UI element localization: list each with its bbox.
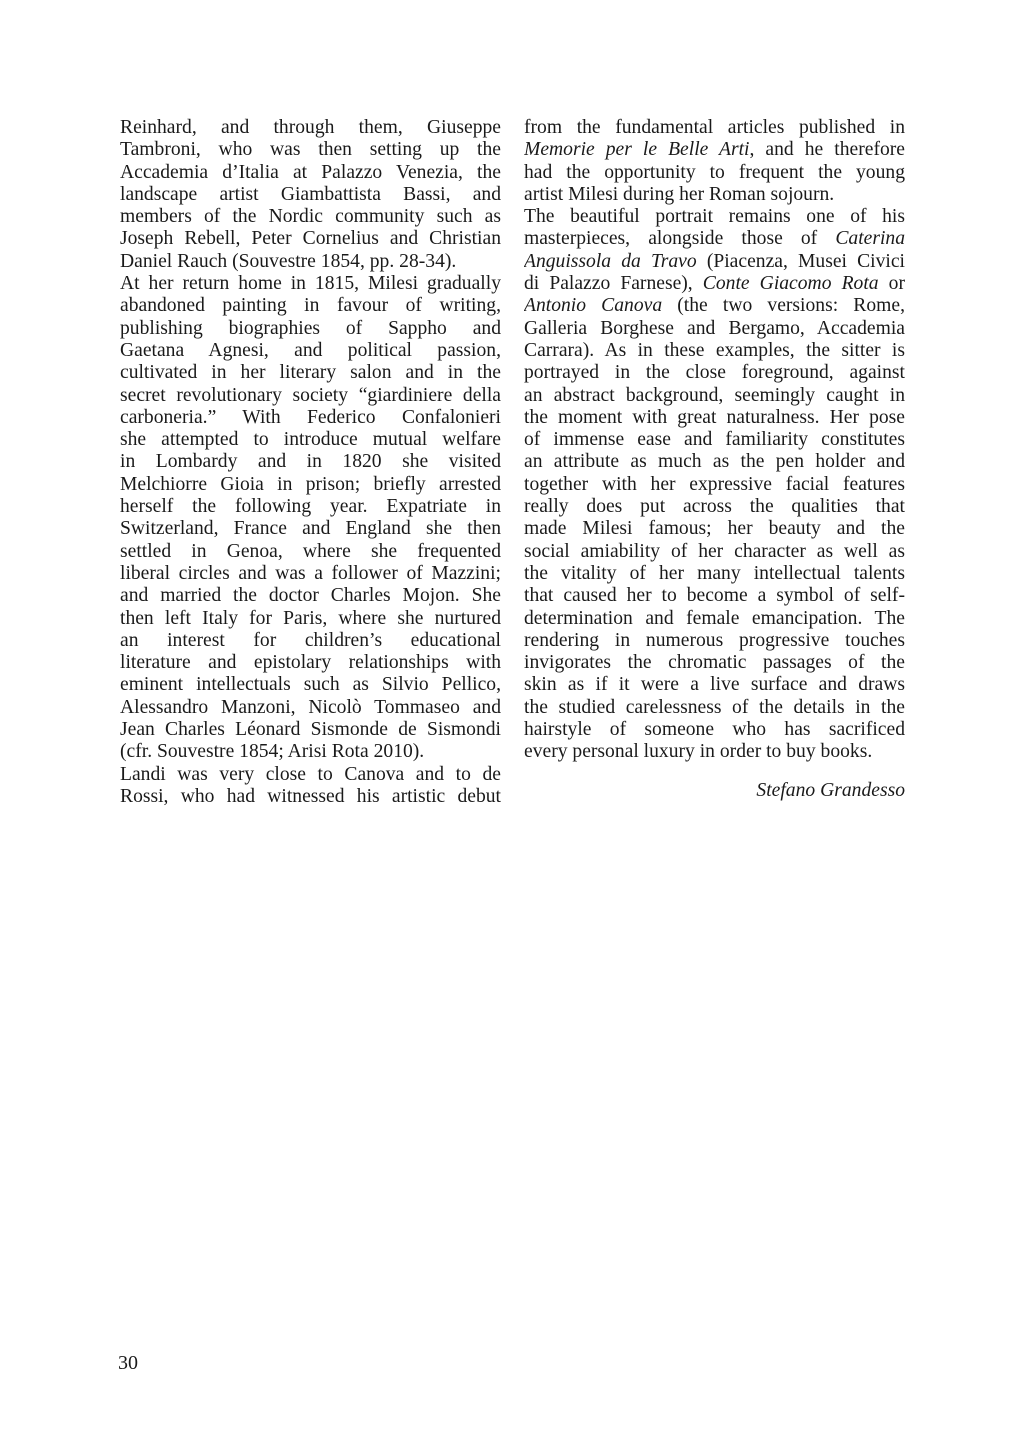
text-segment: rendering in numerous progressive touches [524,629,905,651]
text-line [524,674,905,696]
text-segment: masterpieces, alongside those of [524,228,836,250]
text-line [524,206,905,228]
text-segment: Joseph Rebell, Peter Cornelius and Christian [120,228,501,250]
text-segment: herself the following year. Expatriate in [120,496,501,518]
text-line [524,295,905,317]
text-segment: then left Italy for Paris, where she nurtured [120,607,501,629]
text-segment: Melchiorre Gioia in prison; briefly arrested [120,473,501,495]
text-line [120,206,501,228]
text-line [524,474,905,496]
text-segment: invigorates the chromatic passages of the [524,652,905,674]
text-segment: hairstyle of someone who has sacrificed [524,719,905,741]
italic-title: Antonio Canova [524,295,663,317]
text-segment: (Piacenza, Musei Civici [696,250,905,272]
text-segment: artist Milesi during her Roman sojourn. [524,183,835,205]
text-line [524,228,905,250]
text-segment: Tambroni, who was then setting up the [120,139,501,161]
text-segment: abandoned painting in favour of writing, [120,295,501,317]
italic-title: Conte Giacomo Rota [702,273,879,295]
text-segment: skin as if it were a live surface and draws [524,674,905,696]
text-segment: Gaetana Agnesi, and political passion, [120,339,501,361]
text-segment: literature and epistolary relationships with [120,652,501,674]
text-line [524,429,905,451]
text-line [120,563,501,585]
text-line [524,318,905,340]
text-line [524,563,905,585]
text-segment: Galleria Borghese and Bergamo, Accademia [524,317,905,339]
text-segment: Daniel Rauch (Souvestre 1854, pp. 28-34). [120,250,457,272]
text-line [120,786,501,808]
text-segment: an attribute as much as the pen holder and [524,451,905,473]
text-line [120,362,501,384]
text-segment: the moment with great naturalness. Her pose [524,406,905,428]
text-line [120,474,501,496]
text-segment: Jean Charles Léonard Sismonde de Sismondi [120,719,501,741]
text-segment: di Palazzo Farnese), [524,273,703,295]
text-line [524,407,905,429]
text-line [524,741,905,763]
text-line [524,273,905,295]
text-segment: (the two versions: Rome, [662,295,905,317]
text-line [524,385,905,407]
text-line [120,518,501,540]
right-text-column [524,117,905,802]
text-segment: Switzerland, France and England she then [120,518,501,540]
text-line [120,429,501,451]
text-line [120,741,501,763]
text-line [524,184,905,206]
text-segment: an abstract background, seemingly caught in [524,384,905,406]
text-segment: The beautiful portrait remains one of his [524,206,905,228]
text-line [120,139,501,161]
text-segment: determination and female emancipation. The [524,607,905,629]
text-segment: made Milesi famous; her beauty and the [524,518,905,540]
text-line [120,162,501,184]
text-segment: members of the Nordic community such as [120,206,501,228]
text-line [120,608,501,630]
text-segment: the studied carelessness of the details in the [524,696,905,718]
text-line [524,608,905,630]
text-line [524,162,905,184]
text-line [120,117,501,139]
italic-title: Memorie per le Belle Arti [524,139,750,161]
text-line [524,340,905,362]
text-line [524,697,905,719]
text-segment: in Lombardy and in 1820 she visited [120,451,501,473]
text-segment: every personal luxury in order to buy books. [524,741,873,763]
text-segment: or [878,273,905,295]
text-line [120,385,501,407]
text-segment: the vitality of her many intellectual talents [524,562,905,584]
text-segment: eminent intellectuals such as Silvio Pellico, [120,674,501,696]
text-line [524,496,905,518]
text-segment: At her return home in 1815, Milesi gradually [120,273,501,295]
text-segment: had the opportunity to frequent the young [524,161,905,183]
italic-title: Caterina [835,228,905,250]
text-segment: cultivated in her literary salon and in the [120,362,501,384]
text-segment: an interest for children’s educational [120,629,501,651]
text-line [524,652,905,674]
text-line [120,764,501,786]
text-segment: Rossi, who had witnessed his artistic debut [120,785,501,807]
text-segment: Accademia d’Italia at Palazzo Venezia, the [120,161,501,183]
author-signature [524,780,905,802]
text-line [120,295,501,317]
text-line [524,451,905,473]
text-line [524,117,905,139]
text-line [120,273,501,295]
text-segment: landscape artist Giambattista Bassi, and [120,183,501,205]
text-line [120,451,501,473]
text-segment: (cfr. Souvestre 1854; Arisi Rota 2010). [120,741,425,763]
text-segment: Alessandro Manzoni, Nicolò Tommaseo and [120,696,501,718]
text-segment: that caused her to become a symbol of self- [524,585,905,607]
text-segment: , and he therefore [749,139,905,161]
text-line [524,630,905,652]
text-segment: carboneria.” With Federico Confalonieri [120,406,501,428]
text-segment: of immense ease and familiarity constitutes [524,429,905,451]
text-segment: really does put across the qualities that [524,496,905,518]
text-segment: from the fundamental articles published in [524,117,905,138]
author-name: Stefano Grandesso [756,779,905,801]
text-segment: liberal circles and was a follower of Mazzini; [120,562,501,584]
text-segment: social amiability of her character as well as [524,540,905,562]
text-segment: settled in Genoa, where she frequented [120,540,501,562]
text-line [524,362,905,384]
text-line [524,518,905,540]
text-line [524,585,905,607]
page-number: 30 [118,1352,138,1374]
text-line [524,251,905,273]
text-line [524,541,905,563]
text-line [120,496,501,518]
text-line [120,630,501,652]
text-line [120,719,501,741]
text-segment: together with her expressive facial features [524,473,905,495]
text-line [120,541,501,563]
left-text-column [120,117,501,808]
text-line [120,674,501,696]
text-line [120,340,501,362]
italic-title: Anguissola da Travo [524,250,697,272]
text-line [120,652,501,674]
text-line [120,318,501,340]
text-line [120,585,501,607]
text-segment: publishing biographies of Sappho and [120,317,501,339]
text-line [120,407,501,429]
text-segment: Landi was very close to Canova and to de [120,763,501,785]
text-line [120,228,501,250]
text-line [524,139,905,161]
text-segment: Reinhard, and through them, Giuseppe [120,117,501,138]
text-segment: secret revolutionary society “giardiniere della [120,384,501,406]
text-segment: Carrara). As in these examples, the sitter is [524,339,905,361]
text-line [120,251,501,273]
text-line [524,719,905,741]
text-segment: she attempted to introduce mutual welfare [120,429,501,451]
text-segment: and married the doctor Charles Mojon. She [120,585,501,607]
text-line [120,697,501,719]
text-line [120,184,501,206]
text-segment: portrayed in the close foreground, against [524,362,905,384]
